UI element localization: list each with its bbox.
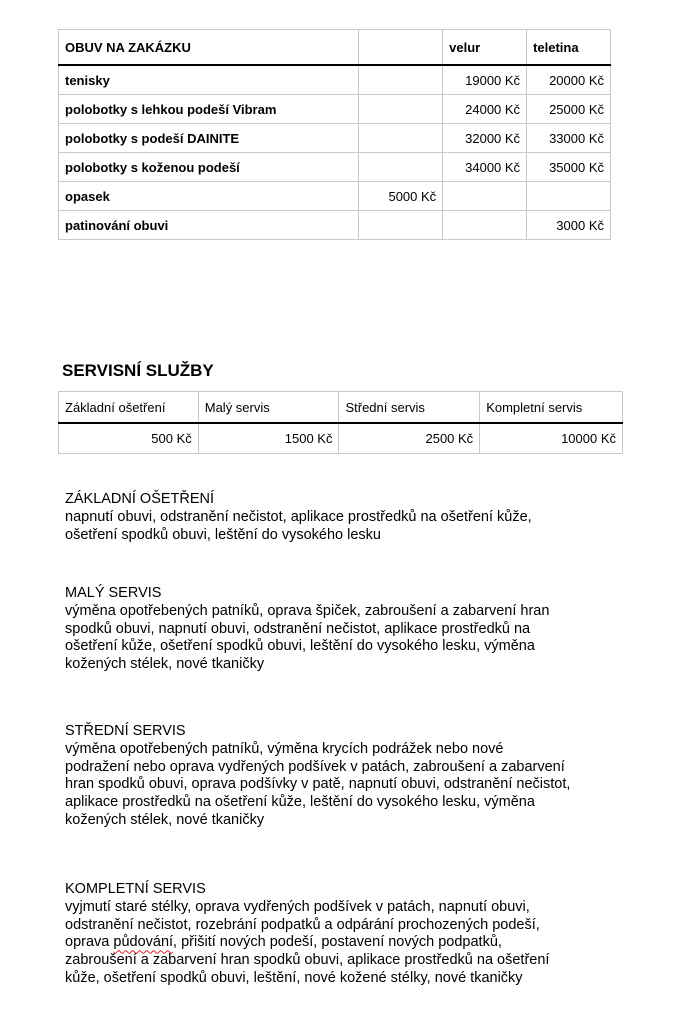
description-line: ošetření spodků obuvi, leštění do vysokého lesku [65, 526, 381, 543]
service-price: 500 Kč [59, 423, 199, 454]
table-header-cell [359, 30, 443, 66]
price-teletina: 35000 Kč [527, 153, 611, 182]
price-velur [443, 211, 527, 240]
price-cell [359, 124, 443, 153]
description-title: MALÝ SERVIS [65, 585, 162, 601]
price-teletina [527, 182, 611, 211]
description-line: výměna opotřebených patníků, výměna krycích podrážek nebo nové [65, 740, 504, 757]
description-line: výměna opotřebených patníků, oprava špiček, zabroušení a zabarvení hran [65, 602, 550, 619]
table-row [59, 182, 611, 211]
service-price: 10000 Kč [480, 423, 623, 454]
description-line: odstranění nečistot, rozebrání podpatků a odpárání prochozených podeší, [65, 916, 540, 933]
price-cell [359, 153, 443, 182]
description-line: zabroušení a zabarvení hran spodků obuvi, aplikace prostředků na ošetření [65, 952, 550, 969]
price-teletina: 25000 Kč [527, 95, 611, 124]
table-row [59, 153, 611, 182]
table-header-cell: OBUV NA ZAKÁZKU [59, 30, 359, 66]
description-line: kožených stélek, nové tkaničky [65, 656, 265, 673]
table-row [59, 95, 611, 124]
description-line: napnutí obuvi, odstranění nečistot, aplikace prostředků na ošetření kůže, [65, 508, 532, 525]
description-line: vyjmutí staré stélky, oprava vydřených podšívek v patách, napnutí obuvi, [65, 898, 530, 915]
table-row [59, 124, 611, 153]
table-header-cell: velur [443, 30, 527, 66]
service-price: 2500 Kč [339, 423, 480, 454]
footwear-price-table [58, 29, 611, 240]
price-cell [359, 95, 443, 124]
table-row [59, 211, 611, 240]
section-heading: SERVISNÍ SLUŽBY [62, 361, 214, 380]
price-teletina: 20000 Kč [527, 65, 611, 95]
description-line: kožených stélek, nové tkaničky [65, 811, 265, 828]
description-line: oprava půdování, přišití nových podeší, postavení nových podpatků, [65, 934, 502, 951]
price-velur: 19000 Kč [443, 65, 527, 95]
description-line: ošetření kůže, ošetření spodků obuvi, leštění do vysokého lesku, výměna [65, 638, 535, 655]
description-line: hran spodků obuvi, oprava podšívky v patě, napnutí obuvi, odstranění nečistot, [65, 776, 571, 793]
description-basic-care [65, 491, 635, 544]
price-teletina: 33000 Kč [527, 124, 611, 153]
item-name: polobotky s koženou podeší [59, 153, 359, 182]
description-medium-service [65, 723, 635, 830]
price-velur [443, 182, 527, 211]
item-name: polobotky s lehkou podeší Vibram [59, 95, 359, 124]
table-header-cell: teletina [527, 30, 611, 66]
description-line: kůže, ošetření spodků obuvi, leštění, nové kožené stélky, nové tkaničky [65, 969, 523, 986]
service-price: 1500 Kč [198, 423, 339, 454]
table-header-row [59, 30, 611, 66]
spellcheck-marked-word: půdování [113, 934, 174, 951]
description-title: STŘEDNÍ SERVIS [65, 723, 186, 739]
description-small-service [65, 585, 635, 674]
price-velur: 34000 Kč [443, 153, 527, 182]
service-name: Kompletní servis [480, 392, 623, 424]
service-name: Střední servis [339, 392, 480, 424]
description-complete-service [65, 881, 635, 988]
price-teletina: 3000 Kč [527, 211, 611, 240]
item-name: patinování obuvi [59, 211, 359, 240]
description-line: podražení nebo oprava vydřených podšívek v patách, zabroušení a zabarvení [65, 758, 565, 775]
table-row [59, 65, 611, 95]
service-name: Malý servis [198, 392, 339, 424]
table-row [59, 423, 623, 454]
table-header-row [59, 392, 623, 424]
price-velur: 32000 Kč [443, 124, 527, 153]
description-title: ZÁKLADNÍ OŠETŘENÍ [65, 491, 215, 507]
price-cell [359, 65, 443, 95]
item-name: tenisky [59, 65, 359, 95]
price-cell [359, 211, 443, 240]
service-name: Základní ošetření [59, 392, 199, 424]
price-cell: 5000 Kč [359, 182, 443, 211]
description-line: aplikace prostředků na ošetření kůže, leštění do vysokého lesku, výměna [65, 794, 535, 811]
item-name: polobotky s podeší DAINITE [59, 124, 359, 153]
description-title: KOMPLETNÍ SERVIS [65, 881, 206, 897]
description-line: spodků obuvi, napnutí obuvi, odstranění nečistot, aplikace prostředků na [65, 620, 531, 637]
item-name: opasek [59, 182, 359, 211]
price-velur: 24000 Kč [443, 95, 527, 124]
service-price-table [58, 391, 623, 454]
